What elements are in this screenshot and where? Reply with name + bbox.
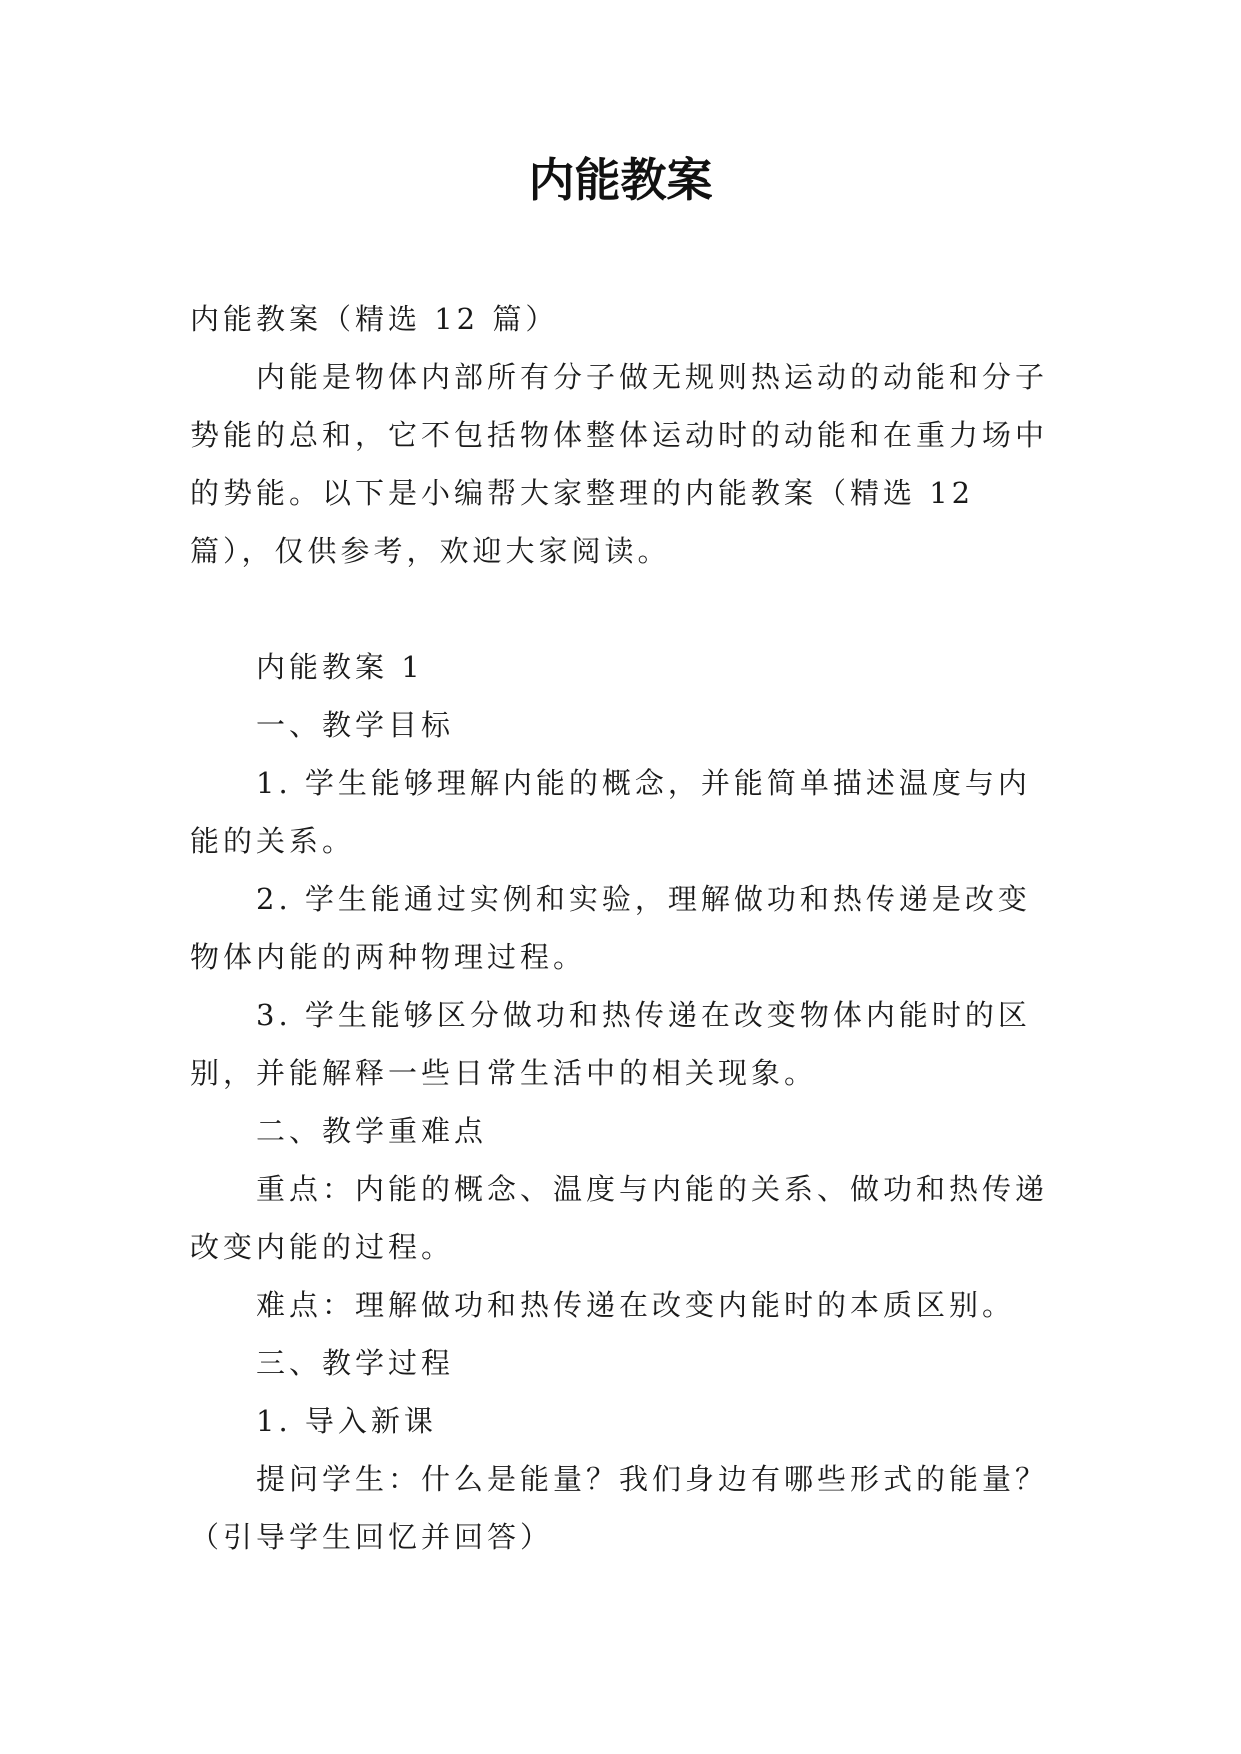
objective-item-3: 3. 学生能够区分做功和热传递在改变物体内能时的区别，并能解释一些日常生活中的相关现象。 bbox=[190, 998, 1031, 1090]
paragraph-spacer bbox=[190, 580, 1052, 638]
process-heading: 三、教学过程 bbox=[256, 1346, 455, 1380]
objective-item-1: 1. 学生能够理解内能的概念，并能简单描述温度与内能的关系。 bbox=[190, 766, 1031, 858]
document-title: 内能教案 bbox=[528, 153, 713, 207]
step-1-heading: 1. 导入新课 bbox=[256, 1404, 437, 1438]
document-subtitle: 内能教案（精选 12 篇） bbox=[190, 302, 559, 336]
step-1-text: 提问学生：什么是能量？我们身边有哪些形式的能量？（引导学生回忆并回答） bbox=[190, 1462, 1049, 1554]
difficulty-text: 难点：理解做功和热传递在改变内能时的本质区别。 bbox=[256, 1288, 1016, 1322]
section-title: 内能教案 1 bbox=[256, 650, 424, 684]
document-body bbox=[190, 290, 1052, 1566]
intro-paragraph: 内能是物体内部所有分子做无规则热运动的动能和分子势能的总和，它不包括物体整体运动时的动能和在重力场中的势能。以下是小编帮大家整理的内能教案（精选 12 篇），仅供参考，欢迎大家阅读。 bbox=[190, 360, 1049, 568]
objectives-heading: 一、教学目标 bbox=[256, 708, 455, 742]
keypoints-heading: 二、教学重难点 bbox=[256, 1114, 488, 1148]
keypoint-text: 重点：内能的概念、温度与内能的关系、做功和热传递改变内能的过程。 bbox=[190, 1172, 1049, 1264]
objective-item-2: 2. 学生能通过实例和实验，理解做功和热传递是改变物体内能的两种物理过程。 bbox=[190, 882, 1031, 974]
